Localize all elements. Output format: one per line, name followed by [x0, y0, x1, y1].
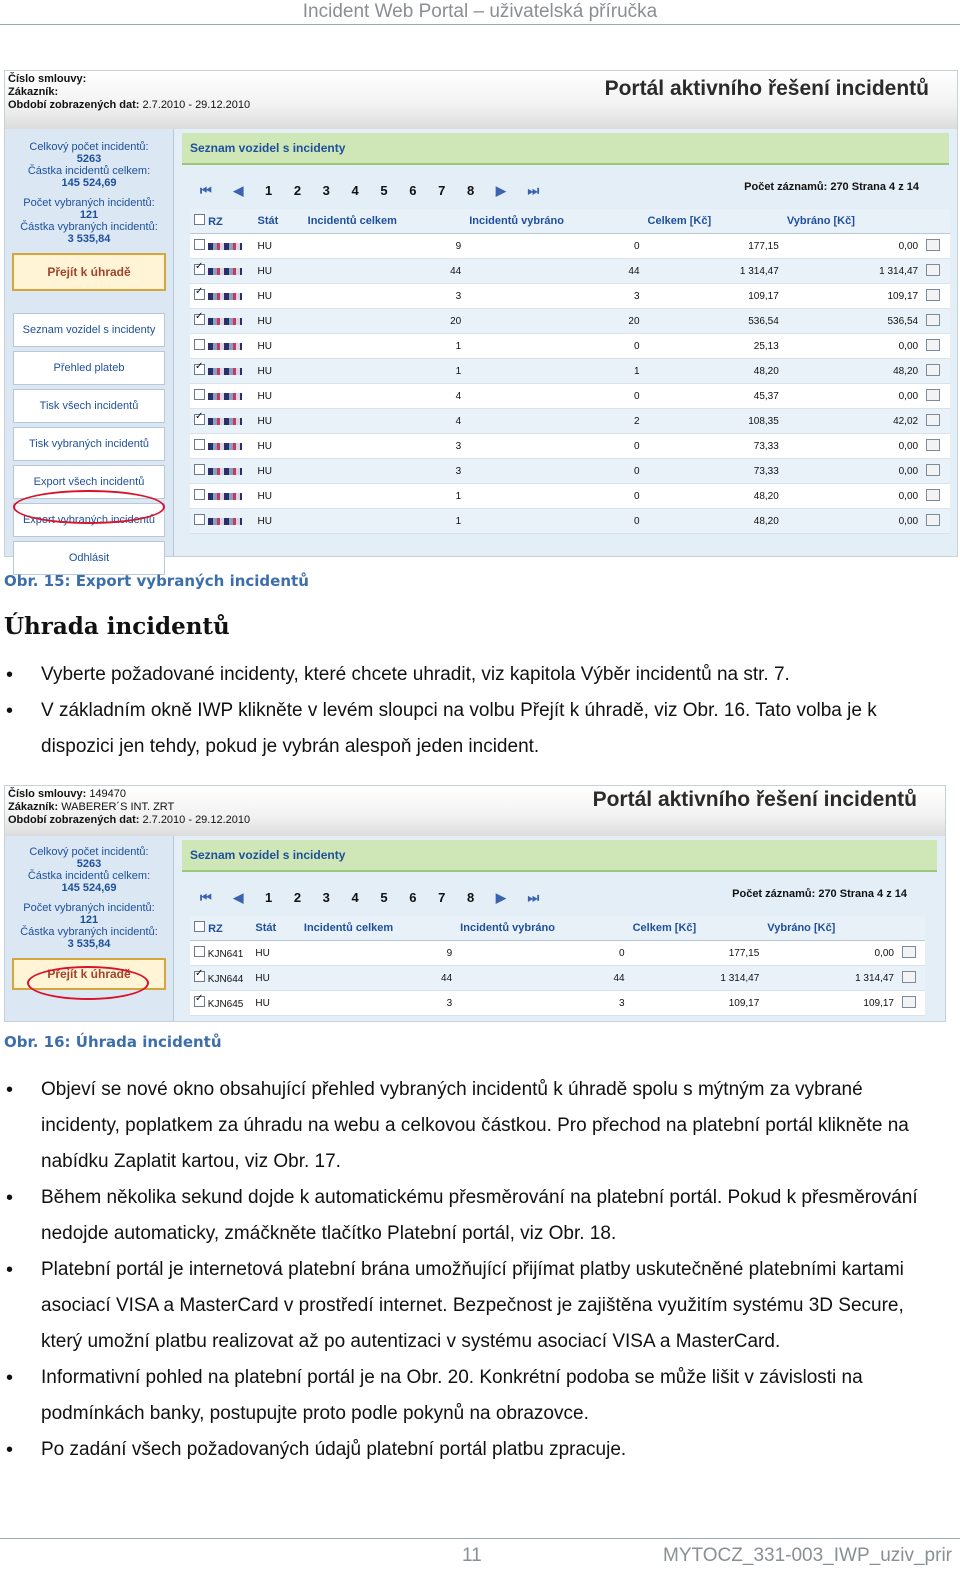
- picked-cell: 109,17: [763, 991, 898, 1016]
- selected-cell: 0: [465, 234, 643, 259]
- select-all-checkbox[interactable]: [194, 214, 205, 225]
- edit-cell: [922, 234, 950, 259]
- selected-cell: 44: [456, 966, 628, 991]
- customer-value: WABERER´S INT. ZRT: [61, 801, 175, 813]
- bullet-item: • Platební portál je internetová platební brána umožňující přijímat platby uskutečněné platebními kartami asociací VISA a MasterCard v prostředí internet. Bezpečnost je zajištěna využitím systému 3D Secure, který umožní platbu realizovat až po autentizaci v systému asociací VISA a MasterCard.: [0, 1252, 946, 1360]
- rz-cell: [190, 509, 254, 534]
- edit-cell: [898, 991, 925, 1016]
- pager: [200, 890, 557, 906]
- picked-cell: 0,00: [783, 434, 922, 459]
- menu-print-all[interactable]: Tisk všech incidentů: [13, 389, 165, 423]
- total-cell: 4: [304, 409, 466, 434]
- selected-amount-label: Částka vybraných incidentů:: [20, 926, 158, 938]
- page-link[interactable]: 7: [438, 890, 446, 905]
- state-cell: HU: [251, 941, 299, 966]
- customer-label: Zákazník:: [8, 86, 59, 98]
- total-cell: 9: [304, 234, 466, 259]
- edit-cell: [922, 459, 950, 484]
- picked-cell: 0,00: [763, 941, 898, 966]
- selected-amount-label: Částka vybraných incidentů:: [20, 221, 158, 233]
- page-number: 11: [462, 1545, 482, 1566]
- row-checkbox[interactable]: [194, 364, 205, 375]
- page-link[interactable]: 7: [438, 183, 446, 198]
- col-picked[interactable]: Vybráno [Kč]: [783, 209, 922, 234]
- rz-cell: [190, 234, 254, 259]
- state-cell: HU: [254, 234, 304, 259]
- total-label: Celkový počet incidentů:: [29, 141, 149, 153]
- rz-cell: [190, 991, 251, 1016]
- table-row[interactable]: [190, 409, 950, 434]
- col-sum[interactable]: Celkem [Kč]: [644, 209, 783, 234]
- page-link[interactable]: 3: [322, 183, 330, 198]
- total-cell: 3: [304, 284, 466, 309]
- rz-cell: [190, 941, 251, 966]
- page-link[interactable]: 1: [264, 890, 273, 905]
- rz-cell: [190, 334, 254, 359]
- detail-icon[interactable]: [902, 996, 916, 1008]
- sum-cell: 1 314,47: [644, 259, 783, 284]
- picked-cell: 0,00: [783, 234, 922, 259]
- masked-plate: [208, 343, 242, 350]
- bullet-item: • Po zadání všech požadovaných údajů platební portál platbu zpracuje.: [0, 1432, 946, 1468]
- detail-icon[interactable]: [926, 514, 940, 526]
- total-cell: 20: [304, 309, 466, 334]
- state-cell: HU: [254, 384, 304, 409]
- table-row[interactable]: [190, 484, 950, 509]
- figure-caption: Obr. 16: Úhrada incidentů: [4, 1033, 222, 1051]
- col-selected[interactable]: Incidentů vybráno: [465, 209, 643, 234]
- table-row[interactable]: [190, 359, 950, 384]
- picked-cell: 0,00: [783, 334, 922, 359]
- selected-cell: 0: [465, 434, 643, 459]
- next-page-icon[interactable]: ▶: [495, 183, 506, 198]
- bullet-item: • Informativní pohled na platební portál je na Obr. 20. Konkrétní podoba se může lišit v závislosti na podmínkách banky, postupujte proto podle pokynů na obrazovce.: [0, 1360, 946, 1432]
- sum-cell: 536,54: [644, 309, 783, 334]
- document-id: MYTOCZ_331-003_IWP_uziv_prir: [663, 1545, 952, 1566]
- total-cell: 1: [304, 334, 466, 359]
- selected-amount-value: 3 535,84: [67, 938, 111, 950]
- picked-cell: 0,00: [783, 484, 922, 509]
- rz-cell: [190, 384, 254, 409]
- selected-value: 121: [79, 209, 99, 221]
- record-count: Počet záznamů: 270 Strana 4 z 14: [744, 181, 919, 193]
- masked-plate: [208, 493, 242, 500]
- selected-cell: 0: [465, 459, 643, 484]
- main-panel: [174, 836, 945, 1021]
- bullet-item: • V základním okně IWP klikněte v levém sloupci na volbu Přejít k úhradě, viz Obr. 16. Tato volba je k dispozici jen tehdy, pokud je vybrán alespoň jeden incident.: [0, 693, 946, 765]
- selected-cell: 0: [456, 941, 628, 966]
- rz-cell: [190, 259, 254, 284]
- total-cell: 3: [300, 991, 456, 1016]
- col-state[interactable]: Stát: [251, 916, 299, 941]
- document-header: Incident Web Portal – uživatelská příručka: [0, 0, 960, 25]
- row-checkbox[interactable]: [194, 971, 205, 982]
- detail-icon[interactable]: [902, 971, 916, 983]
- contract-label: Číslo smlouvy:: [8, 73, 87, 85]
- selected-cell: 44: [465, 259, 643, 284]
- customer-label: Zákazník:: [8, 801, 59, 813]
- edit-cell: [922, 309, 950, 334]
- rz-cell: [190, 966, 251, 991]
- total-cell: 3: [304, 459, 466, 484]
- list-title: Seznam vozidel s incidenty: [182, 133, 949, 165]
- page-link[interactable]: 6: [409, 890, 417, 905]
- contract-value: 149470: [89, 788, 127, 800]
- state-cell: HU: [254, 284, 304, 309]
- edit-cell: [922, 359, 950, 384]
- state-cell: HU: [254, 509, 304, 534]
- selected-cell: 3: [456, 991, 628, 1016]
- menu-export-selected[interactable]: Export vybraných incidentů: [13, 503, 165, 537]
- incident-table: [190, 209, 950, 534]
- table-row[interactable]: [190, 284, 950, 309]
- plate-number: KJN641: [207, 949, 244, 960]
- table-row[interactable]: [190, 509, 950, 534]
- selected-cell: 0: [465, 484, 643, 509]
- table-row[interactable]: [190, 941, 925, 966]
- sum-cell: 1 314,47: [629, 966, 764, 991]
- detail-icon[interactable]: [926, 264, 940, 276]
- table-row[interactable]: [190, 334, 950, 359]
- row-checkbox[interactable]: [194, 414, 205, 425]
- period-value: 2.7.2010 - 29.12.2010: [142, 814, 251, 826]
- next-page-icon[interactable]: ▶: [495, 890, 506, 905]
- row-checkbox[interactable]: [194, 439, 205, 450]
- selected-value: 121: [79, 914, 99, 926]
- masked-plate: [208, 243, 242, 250]
- portal-title: Portál aktivního řešení incidentů: [592, 788, 917, 811]
- page-footer: [0, 1538, 960, 1579]
- edit-cell: [898, 941, 925, 966]
- list-title: Seznam vozidel s incidenty: [182, 840, 937, 872]
- col-rz[interactable]: RZ: [190, 916, 251, 941]
- picked-cell: 109,17: [783, 284, 922, 309]
- menu-vehicles[interactable]: Seznam vozidel s incidenty: [13, 313, 165, 347]
- col-edit: [922, 209, 950, 234]
- plate-number: KJN644: [207, 974, 244, 985]
- edit-cell: [898, 966, 925, 991]
- plate-number: KJN645: [207, 999, 244, 1010]
- col-sum[interactable]: Celkem [Kč]: [629, 916, 764, 941]
- detail-icon[interactable]: [926, 489, 940, 501]
- selected-cell: 0: [465, 509, 643, 534]
- sum-cell: 109,17: [644, 284, 783, 309]
- row-checkbox[interactable]: [194, 514, 205, 525]
- contract-info: [8, 788, 250, 827]
- total-value: 5263: [76, 153, 102, 165]
- sum-cell: 177,15: [629, 941, 764, 966]
- sum-cell: 48,20: [644, 484, 783, 509]
- table-row[interactable]: [190, 459, 950, 484]
- sum-cell: 177,15: [644, 234, 783, 259]
- page-link[interactable]: 1: [264, 183, 273, 198]
- screenshot-export: [4, 70, 958, 564]
- row-checkbox[interactable]: [194, 996, 205, 1007]
- state-cell: HU: [254, 434, 304, 459]
- masked-plate: [208, 468, 242, 475]
- amount-label: Částka incidentů celkem:: [27, 165, 151, 177]
- detail-icon[interactable]: [926, 439, 940, 451]
- picked-cell: 0,00: [783, 509, 922, 534]
- amount-value: 145 524,69: [61, 882, 117, 894]
- pay-button[interactable]: Přejít k úhradě: [12, 958, 166, 990]
- picked-cell: 0,00: [783, 384, 922, 409]
- total-label: Celkový počet incidentů:: [29, 846, 149, 858]
- total-value: 5263: [76, 858, 102, 870]
- main-panel: [174, 129, 957, 556]
- selected-cell: 1: [465, 359, 643, 384]
- amount-label: Částka incidentů celkem:: [27, 870, 151, 882]
- picked-cell: 42,02: [783, 409, 922, 434]
- selected-label: Počet vybraných incidentů:: [23, 902, 155, 914]
- edit-cell: [922, 409, 950, 434]
- menu-payments[interactable]: Přehled plateb: [13, 351, 165, 385]
- table-row[interactable]: [190, 991, 925, 1016]
- row-checkbox[interactable]: [194, 946, 205, 957]
- row-checkbox[interactable]: [194, 264, 205, 275]
- selected-cell: 0: [465, 384, 643, 409]
- contract-info: [8, 73, 250, 112]
- stats-panel: [5, 129, 173, 245]
- masked-plate: [208, 268, 242, 275]
- total-cell: 44: [304, 259, 466, 284]
- table-row[interactable]: [190, 966, 925, 991]
- state-cell: HU: [254, 259, 304, 284]
- table-row[interactable]: [190, 259, 950, 284]
- state-cell: HU: [251, 991, 299, 1016]
- masked-plate: [208, 518, 242, 525]
- first-page-icon[interactable]: ⏮: [200, 183, 212, 198]
- bullet-item: • Objeví se nové okno obsahující přehled vybraných incidentů k úhradě spolu s mýtným za vybrané incidenty, poplatkem za úhradu na webu a celkovou částkou. Pro přechod na platební portál klikněte na nabídku Zaplatit kartou, viz Obr. 17.: [0, 1072, 946, 1180]
- col-total[interactable]: Incidentů celkem: [304, 209, 466, 234]
- portal-header: [5, 71, 957, 130]
- highlight-oval: [13, 490, 165, 524]
- page-link[interactable]: 2: [293, 890, 302, 905]
- screenshot-payment: [4, 785, 946, 1022]
- row-checkbox[interactable]: [194, 289, 205, 300]
- stats-panel: [5, 836, 173, 950]
- detail-icon[interactable]: [902, 946, 916, 958]
- total-cell: 9: [300, 941, 456, 966]
- masked-plate: [208, 393, 242, 400]
- rz-cell: [190, 284, 254, 309]
- picked-cell: 0,00: [783, 459, 922, 484]
- masked-plate: [208, 368, 242, 375]
- rz-cell: [190, 309, 254, 334]
- col-selected[interactable]: Incidentů vybráno: [456, 916, 628, 941]
- state-cell: HU: [251, 966, 299, 991]
- page-link[interactable]: 8: [466, 183, 475, 198]
- masked-plate: [208, 418, 242, 425]
- row-checkbox[interactable]: [194, 239, 205, 250]
- picked-cell: 48,20: [783, 359, 922, 384]
- page-link[interactable]: 4: [351, 890, 359, 905]
- detail-icon[interactable]: [926, 364, 940, 376]
- edit-cell: [922, 484, 950, 509]
- pay-button[interactable]: Přejít k úhradě: [12, 253, 166, 291]
- state-cell: HU: [254, 359, 304, 384]
- detail-icon[interactable]: [926, 464, 940, 476]
- record-count: Počet záznamů: 270 Strana 4 z 14: [732, 888, 907, 900]
- page-link[interactable]: 8: [466, 890, 475, 905]
- edit-cell: [922, 284, 950, 309]
- state-cell: HU: [254, 334, 304, 359]
- portal-header: [5, 786, 945, 837]
- detail-icon[interactable]: [926, 339, 940, 351]
- prev-page-icon[interactable]: ◀: [233, 183, 244, 198]
- rz-cell: [190, 409, 254, 434]
- picked-cell: 1 314,47: [763, 966, 898, 991]
- table-row[interactable]: [190, 384, 950, 409]
- page-link[interactable]: 5: [380, 183, 388, 198]
- table-row[interactable]: [190, 309, 950, 334]
- sidebar: [5, 836, 174, 1021]
- state-cell: HU: [254, 484, 304, 509]
- rz-cell: [190, 459, 254, 484]
- selected-cell: 0: [465, 334, 643, 359]
- sum-cell: 25,13: [644, 334, 783, 359]
- masked-plate: [208, 293, 242, 300]
- rz-cell: [190, 484, 254, 509]
- state-cell: HU: [254, 409, 304, 434]
- selected-amount-value: 3 535,84: [67, 233, 111, 245]
- state-cell: HU: [254, 309, 304, 334]
- bullet-item: • Vyberte požadované incidenty, které chcete uhradit, viz kapitola Výběr incidentů na str. 7.: [0, 657, 946, 693]
- selected-cell: 3: [465, 284, 643, 309]
- edit-cell: [922, 434, 950, 459]
- pager: [200, 183, 557, 199]
- table-row[interactable]: [190, 434, 950, 459]
- sum-cell: 48,20: [644, 359, 783, 384]
- table-row[interactable]: [190, 234, 950, 259]
- total-cell: 1: [304, 484, 466, 509]
- sum-cell: 45,37: [644, 384, 783, 409]
- row-checkbox[interactable]: [194, 314, 205, 325]
- bullet-list: [0, 1072, 946, 1468]
- period-value: 2.7.2010 - 29.12.2010: [142, 99, 251, 111]
- highlight-oval: [27, 966, 149, 1000]
- total-cell: 1: [304, 359, 466, 384]
- total-cell: 4: [304, 384, 466, 409]
- row-checkbox[interactable]: [194, 389, 205, 400]
- col-state[interactable]: Stát: [254, 209, 304, 234]
- selected-cell: 20: [465, 309, 643, 334]
- edit-cell: [922, 334, 950, 359]
- page-link[interactable]: 6: [409, 183, 417, 198]
- period-label: Období zobrazených dat:: [8, 814, 140, 826]
- edit-cell: [922, 259, 950, 284]
- detail-icon[interactable]: [926, 289, 940, 301]
- state-cell: HU: [254, 459, 304, 484]
- contract-label: Číslo smlouvy:: [8, 788, 87, 800]
- page-link[interactable]: 3: [322, 890, 330, 905]
- detail-icon[interactable]: [926, 239, 940, 251]
- picked-cell: 536,54: [783, 309, 922, 334]
- detail-icon[interactable]: [926, 414, 940, 426]
- page-link[interactable]: 2: [293, 183, 302, 198]
- selected-cell: 2: [465, 409, 643, 434]
- section-title: Úhrada incidentů: [4, 613, 230, 640]
- prev-page-icon[interactable]: ◀: [233, 890, 244, 905]
- row-checkbox[interactable]: [194, 464, 205, 475]
- first-page-icon[interactable]: ⏮: [200, 890, 212, 905]
- detail-icon[interactable]: [926, 314, 940, 326]
- col-total[interactable]: Incidentů celkem: [300, 916, 456, 941]
- sum-cell: 73,33: [644, 459, 783, 484]
- sidebar: [5, 129, 174, 564]
- col-edit: [898, 916, 925, 941]
- edit-cell: [922, 509, 950, 534]
- sum-cell: 108,35: [644, 409, 783, 434]
- bullet-item: • Během několika sekund dojde k automatickému přesměrování na platební portál. Pokud k přesměrování nedojde automaticky, zmáčkněte tlačítko Platební portál, viz Obr. 18.: [0, 1180, 946, 1252]
- bullet-list: [0, 657, 946, 765]
- total-cell: 3: [304, 434, 466, 459]
- page-link[interactable]: 4: [351, 183, 359, 198]
- menu-logout[interactable]: Odhlásit: [13, 541, 165, 575]
- row-checkbox[interactable]: [194, 489, 205, 500]
- col-picked[interactable]: Vybráno [Kč]: [763, 916, 898, 941]
- total-cell: 44: [300, 966, 456, 991]
- rz-cell: [190, 359, 254, 384]
- selected-label: Počet vybraných incidentů:: [23, 197, 155, 209]
- portal-title: Portál aktivního řešení incidentů: [604, 77, 929, 100]
- sum-cell: 73,33: [644, 434, 783, 459]
- sum-cell: 48,20: [644, 509, 783, 534]
- sum-cell: 109,17: [629, 991, 764, 1016]
- picked-cell: 1 314,47: [783, 259, 922, 284]
- total-cell: 1: [304, 509, 466, 534]
- last-page-icon[interactable]: ⏭: [527, 890, 540, 905]
- row-checkbox[interactable]: [194, 339, 205, 350]
- edit-cell: [922, 384, 950, 409]
- incident-table: [190, 916, 925, 1016]
- masked-plate: [208, 318, 242, 325]
- rz-cell: [190, 434, 254, 459]
- detail-icon[interactable]: [926, 389, 940, 401]
- menu-print-selected[interactable]: Tisk vybraných incidentů: [13, 427, 165, 461]
- page-link[interactable]: 5: [380, 890, 388, 905]
- select-all-checkbox[interactable]: [194, 921, 205, 932]
- amount-value: 145 524,69: [61, 177, 117, 189]
- last-page-icon[interactable]: ⏭: [527, 183, 540, 198]
- period-label: Období zobrazených dat:: [8, 99, 140, 111]
- menu-export-all[interactable]: Export všech incidentů: [13, 465, 165, 499]
- figure-caption: Obr. 15: Export vybraných incidentů: [4, 572, 309, 590]
- col-rz[interactable]: RZ: [190, 209, 254, 234]
- masked-plate: [208, 443, 242, 450]
